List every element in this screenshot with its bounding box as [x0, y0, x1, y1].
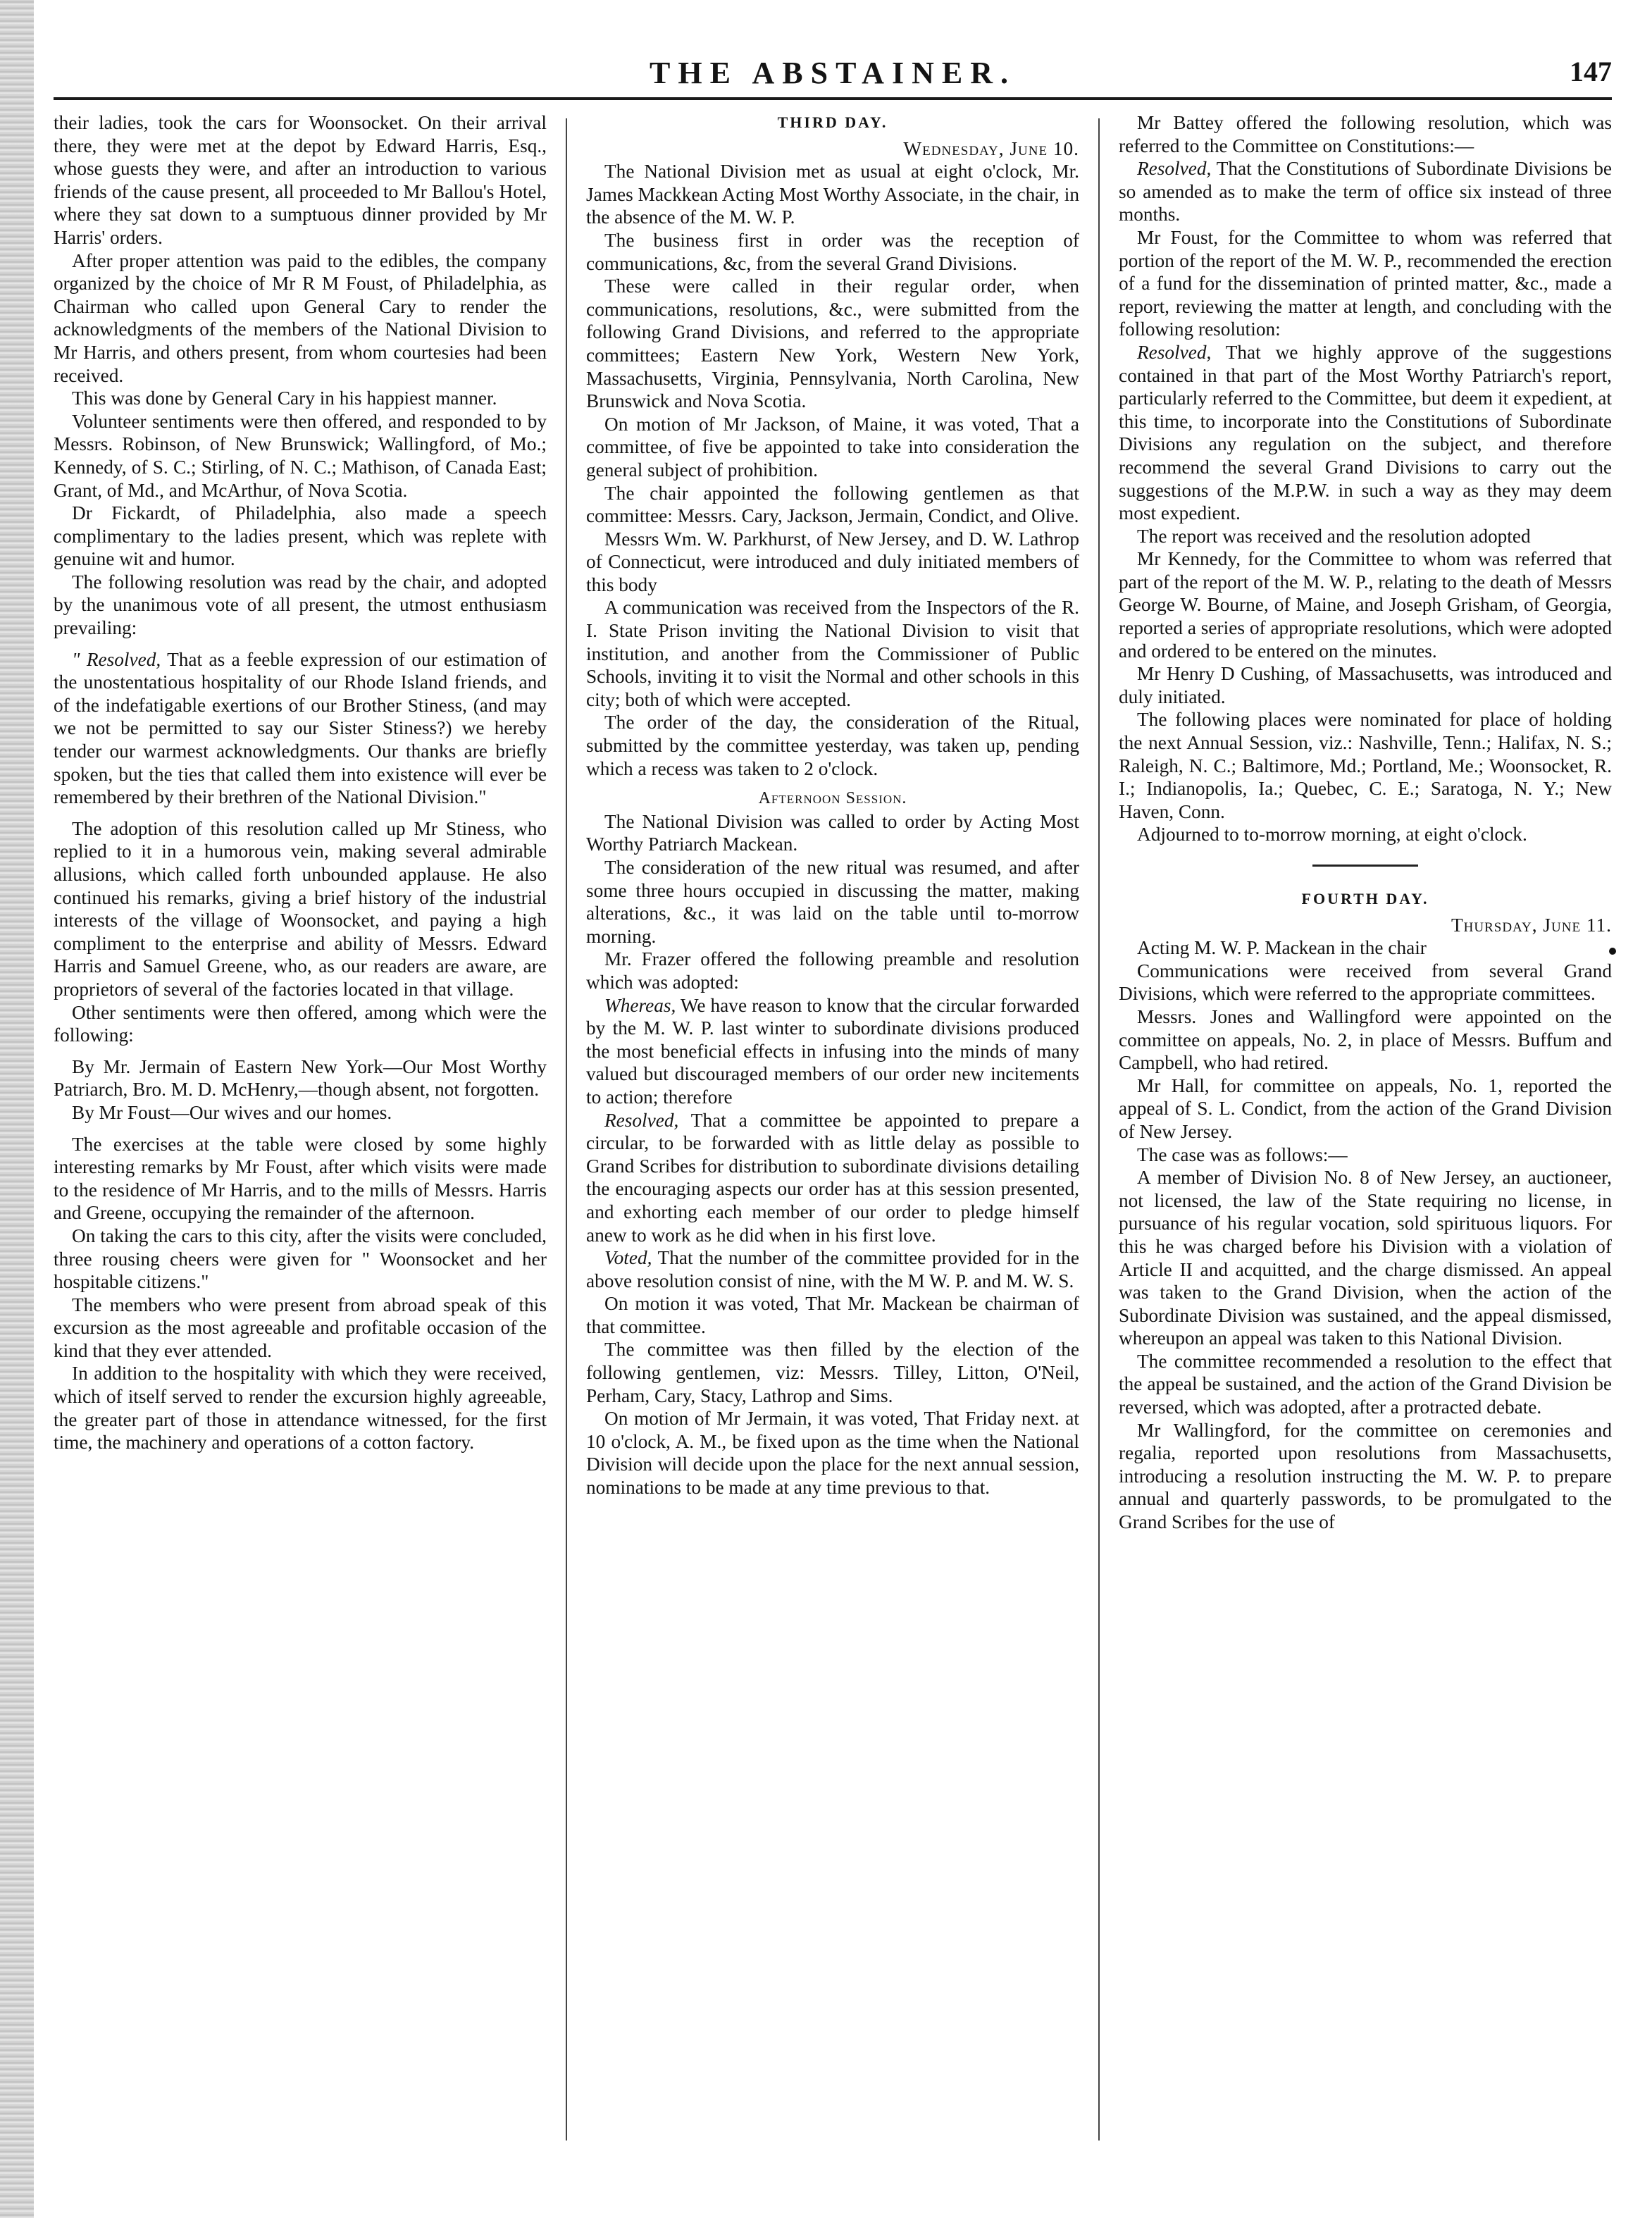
column-rule [566, 118, 567, 2140]
paragraph: A member of Division No. 8 of New Jersey, an auctioneer, not licensed, the law of the State requiring no license, in pursuance of his regular vocation, sold spirituous liquors. For this he was charged before his Division with a violation of Article II and acquitted, and the charge dismissed. An appeal was taken to the Grand Division, when the action of the Subordinate Division was sustained, and the appeal dismissed, whereupon an appeal was taken to this National Division. [1119, 1167, 1612, 1349]
preamble-text: We have reason to know that the circular forwarded by the M. W. P. last winter to subordinate divisions produced the most beneficial effects in infusing into the minds of many valued but discouraged members of our order new incitements to action; therefore [586, 994, 1079, 1108]
running-head [54, 55, 1612, 97]
paragraph: This was done by General Cary in his happiest manner. [72, 388, 497, 409]
newspaper-page [54, 0, 1612, 2218]
column-1 [54, 111, 547, 2155]
paragraph: Communications were received from several Grand Divisions, which were referred to the appropriate committees. [1119, 960, 1612, 1005]
paragraph: Mr Battey offered the following resolution, which was referred to the Committee on Constitutions:— [1119, 112, 1612, 156]
section-divider [1312, 865, 1418, 867]
binding-edge [0, 0, 34, 2218]
paragraph: The National Division met as usual at eight o'clock, Mr. James Mackkean Acting Most Worthy Associate, in the chair, in the absence of the M. W. P. [586, 161, 1079, 228]
toast: By Mr. Jermain of Eastern New York—Our Most Worthy Patriarch, Bro. M. D. McHenry,—though absent, not forgotten. [54, 1055, 547, 1101]
toast: By Mr Foust—Our wives and our homes. [72, 1101, 392, 1123]
paragraph: A communication was received from the Inspectors of the R. I. State Prison inviting the National Division to visit that institution, and another from the Commissioner of Public Schools, inviting it to visit the Normal and other schools in this city; both of which were accepted. [586, 597, 1079, 710]
paragraph: The following resolution was read by the chair, and adopted by the unanimous vote of all present, the utmost enthusiasm prevailing: [54, 571, 547, 639]
paragraph: The case was as follows:— [1137, 1144, 1348, 1165]
paragraph: On motion of Mr Jackson, of Maine, it was voted, That a committee, of five be appointed to take into consideration the general subject of prohibition. [586, 413, 1079, 481]
paragraph: The consideration of the new ritual was resumed, and after some three hours occupied in discussing the matter, making alterations, &c., it was laid on the table until to-morrow morning. [586, 857, 1079, 947]
dateline: Wednesday, June 10. [903, 137, 1079, 159]
vote-lead-in: Voted, [604, 1247, 652, 1269]
resolution-lead-in: Resolved, [604, 1109, 679, 1131]
paragraph: The exercises at the table were closed by some highly interesting remarks by Mr Foust, after which visits were made to the residence of Mr Harris, and to the mills of Messrs. Harris and Greene, occupying the remainder of the afternoon. [54, 1133, 547, 1224]
paragraph: Mr Henry D Cushing, of Massachusetts, was introduced and duly initiated. [1119, 663, 1612, 707]
paragraph: The order of the day, the consideration of the Ritual, submitted by the committee yesterday, was taken up, pending which a recess was taken to 2 o'clock. [586, 712, 1079, 779]
preamble [586, 994, 1079, 1109]
resolution-text: That the Constitutions of Subordinate Divisions be so amended as to make the term of office six instead of three months. [1119, 158, 1612, 225]
dateline: Thursday, June 11. [1451, 914, 1612, 936]
paragraph: The members who were present from abroad speak of this excursion as the most agreeable and profitable occasion of the kind that they ever attended. [54, 1294, 547, 1361]
resolution-lead-in: Resolved, [1137, 341, 1212, 363]
paragraph: Messrs Wm. W. Parkhurst, of New Jersey, and D. W. Lathrop of Connecticut, were introduced and duly initiated members of this body [586, 528, 1079, 595]
header-rule [54, 97, 1612, 100]
paragraph: The report was received and the resolution adopted [1137, 525, 1531, 547]
paragraph: Mr Hall, for committee on appeals, No. 1, reported the appeal of S. L. Condict, from the action of the Grand Division of New Jersey. [1119, 1074, 1612, 1142]
paragraph: After proper attention was paid to the edibles, the company organized by the choice of Mr R M Foust, of Philadelphia, as Chairman who called upon General Cary to render the acknowledgments of the members of the National Division to Mr Harris, and others present, from whom courtesies had been received. [54, 249, 547, 386]
resolution [1119, 157, 1612, 226]
paragraph: The adoption of this resolution called up Mr Stiness, who replied to it in a humorous vein, making several admirable allusions, which called forth unbounded applause. He also continued his remarks, giving a brief history of the industrial interests of the village of Woonsocket, and paying a high compliment to the enterprise and ability of Messrs. Edward Harris and Samuel Greene, who, as our readers are aware, are proprietors of several of the factories located in that village. [54, 817, 547, 1000]
paragraph: Mr Wallingford, for the committee on ceremonies and regalia, reported upon resolutions from Massachusetts, introducing a resolution instructing the M. W. P. to prepare annual and quarterly passwords, to be promulgated to the Grand Scribes for the use of [1119, 1419, 1612, 1533]
resolution [1119, 341, 1612, 525]
page-number: 147 [1570, 56, 1612, 87]
resolution-lead-in: " Resolved, [72, 648, 161, 670]
paragraph: These were called in their regular order, when communications, resolutions, &c., were submitted from the following Grand Divisions, and referred to the appropriate committees; Eastern New York, Western New York, Massachusetts, Virginia, Pennsylvania, North Carolina, New Brunswick and Nova Scotia. [586, 275, 1079, 412]
paragraph: Volunteer sentiments were then offered, and responded to by Messrs. Robinson, of New Brunswick; Wallingford, of Mo.; Kennedy, of S. C.; Stirling, of N. C.; Mathison, of Canada East; Grant, of Md., and McArthur, of Nova Scotia. [54, 410, 547, 501]
paragraph: The chair appointed the following gentlemen as that committee: Messrs. Cary, Jackson, Jermain, Condict, and Olive. [586, 482, 1079, 527]
paragraph: Mr. Frazer offered the following preamble and resolution which was adopted: [586, 948, 1079, 993]
day-heading: FOURTH DAY. [1301, 890, 1429, 907]
paragraph: Dr Fickardt, of Philadelphia, also made a speech complimentary to the ladies present, which was replete with genuine wit and humor. [54, 502, 547, 570]
paragraph: The committee recommended a resolution to the effect that the appeal be sustained, and the action of the Grand Division be reversed, which was adopted, after a protracted debate. [1119, 1350, 1612, 1418]
paragraph: Mr Kennedy, for the Committee to whom was referred that part of the report of the M. W. P., relating to the death of Messrs George W. Bourne, of Maine, and Joseph Grisham, of Georgia, reported a series of appropriate resolutions, which were adopted and ordered to be entered on the minutes. [1119, 548, 1612, 662]
publication-title: THE ABSTAINER. [650, 56, 1016, 90]
paragraph: In addition to the hospitality with which they were received, which of itself served to render the excursion highly agreeable, the greater part of those in attendance witnessed, for the first time, the machinery and operations of a cotton factory. [54, 1363, 547, 1454]
session-heading: Afternoon Session. [758, 789, 907, 808]
paragraph: On motion it was voted, That Mr. Mackean be chairman of that committee. [586, 1293, 1079, 1337]
column-rule [1098, 118, 1100, 2140]
paragraph: The National Division was called to order by Acting Most Worthy Patriarch Mackean. [586, 810, 1079, 855]
paragraph: Mr Foust, for the Committee to whom was referred that portion of the report of the M. W. P., recommended the erection of a fund for the dissemination of printed matter, &c., made a report, reviewing the matter at length, and concluding with the following resolution: [1119, 226, 1612, 340]
resolution-text: That as a feeble expression of our estimation of the unostentatious hospitality of our Rhode Island friends, and of the indefatigable exertions of our Brother Stiness, (and may we not be permitted to say our Sister Stiness?) we hereby tender our warmest acknowledgments. Our thanks are briefly spoken, but the ties that called them into existence will ever be remembered by their brethren of the National Division." [54, 648, 547, 808]
paragraph: Messrs. Jones and Wallingford were appointed on the committee on appeals, No. 2, in place of Messrs. Buffum and Campbell, who had retired. [1119, 1005, 1612, 1074]
vote [586, 1246, 1079, 1292]
resolution-lead-in: Resolved, [1137, 158, 1212, 180]
paragraph: On motion of Mr Jermain, it was voted, That Friday next. at 10 o'clock, A. M., be fixed upon as the time when the National Division will decide upon the place for the next annual session, nominations to be made at any time previous to that. [586, 1408, 1079, 1499]
resolution [586, 1109, 1079, 1247]
paragraph: The business first in order was the reception of communications, &c, from the several Grand Divisions. [586, 229, 1079, 274]
paragraph: Adjourned to to-morrow morning, at eight o'clock. [1137, 824, 1527, 845]
resolution-text: That we highly approve of the suggestions contained in that part of the Most Worthy Patriarch's report, particularly referred to the Committee, but deem it expedient, at this time, to incorporate into the Constitutions of Subordinate Divisions any regulation on the subject, and therefore recommend the several Grand Divisions to carry out the suggestions of the M.P.W. in such a way as they may deem most expedient. [1119, 341, 1612, 524]
column-2 [586, 111, 1079, 2155]
paragraph: Other sentiments were then offered, among which were the following: [54, 1001, 547, 1046]
paragraph: The following places were nominated for place of holding the next Annual Session, viz.: Nashville, Tenn.; Halifax, N. S.; Raleigh, N. C.; Baltimore, Md.; Portland, Me.; Woonsocket, R. I.; Indianopolis, Ia.; Quebec, C. E.; Saratoga, N. Y.; New Haven, Conn. [1119, 709, 1612, 822]
resolution-quote [54, 648, 547, 809]
preamble-lead-in: Whereas, [604, 994, 676, 1016]
paragraph: their ladies, took the cars for Woonsocket. On their arrival there, they were met at the depot by Edward Harris, Esq., whose guests they were, and after an introduction to various friends of the cause present, all proceeded to Mr Ballou's Hotel, where they sat down to a sumptuous dinner provided by Mr Harris' orders. [54, 112, 547, 248]
text-columns [54, 111, 1612, 2155]
vote-text: That the number of the committee provided for in the above resolution consist of nine, with the M W. P. and M. W. S. [586, 1247, 1079, 1291]
ink-dot [1609, 948, 1616, 955]
paragraph: Acting M. W. P. Mackean in the chair [1137, 937, 1427, 959]
resolution-text: That a committee be appointed to prepare a circular, to be forwarded with as little delay as possible to Grand Scribes for distribution to subordinate divisions detailing the encouraging aspects our order has at this session presented, and exhorting each member of our order to pledge himself anew to work as he did when in his first love. [586, 1109, 1079, 1246]
paragraph: The committee was then filled by the election of the following gentlemen, viz: Messrs. Tilley, Litton, O'Neil, Perham, Cary, Stacy, Lathrop and Sims. [586, 1339, 1079, 1406]
paragraph: On taking the cars to this city, after the visits were concluded, three rousing cheers were given for " Woonsocket and her hospitable citizens." [54, 1225, 547, 1293]
day-heading: THIRD DAY. [777, 113, 888, 131]
column-3 [1119, 111, 1612, 2155]
